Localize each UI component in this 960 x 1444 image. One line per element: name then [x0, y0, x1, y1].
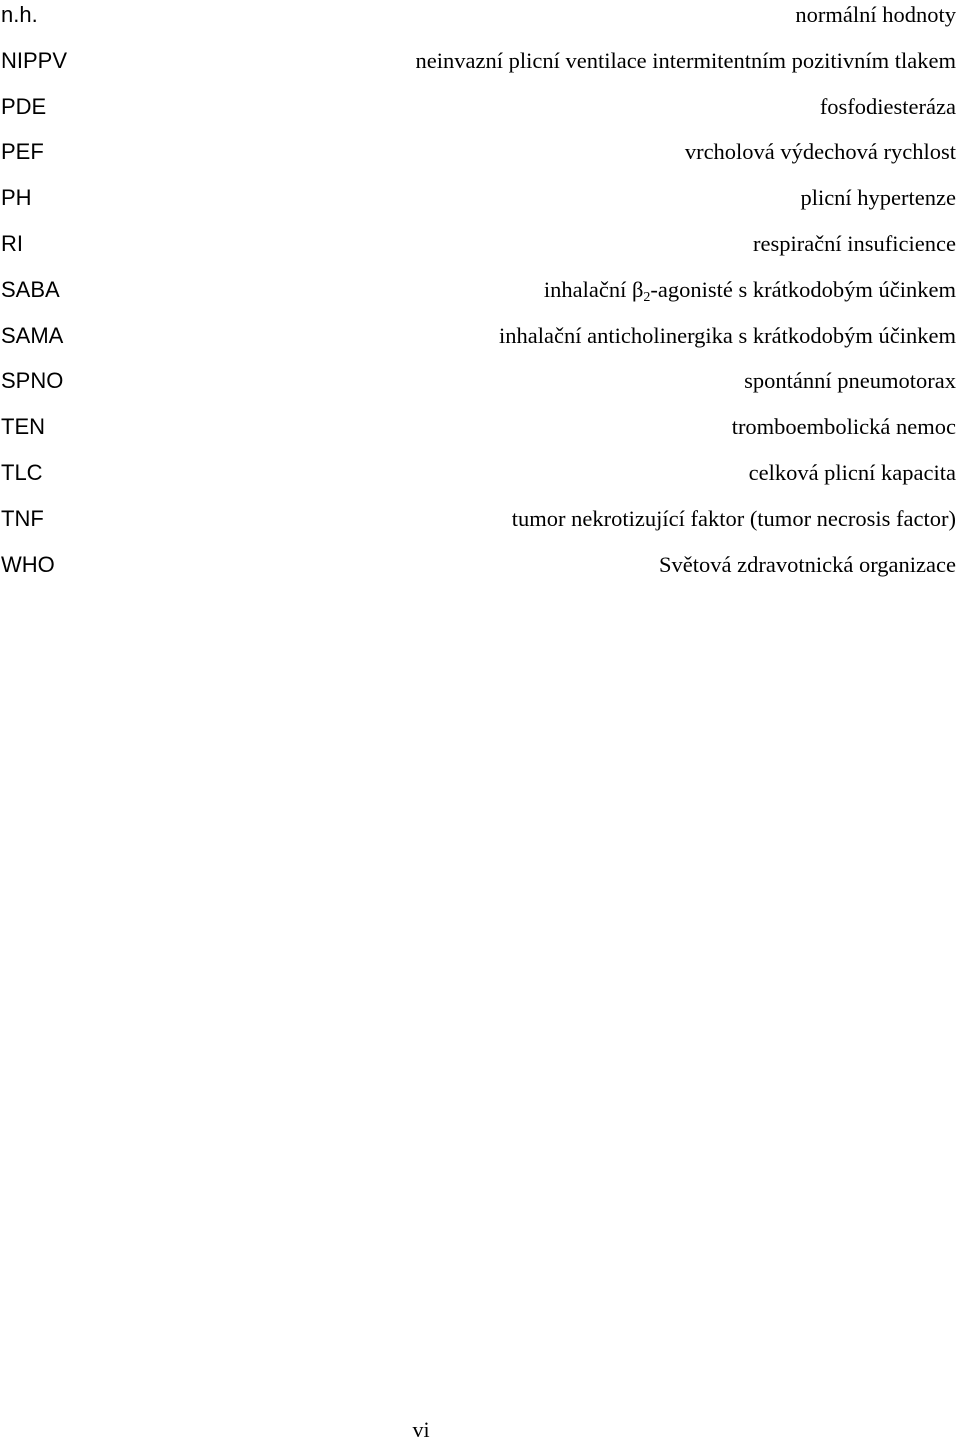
abbreviation-list: [0, 0, 960, 595]
abbreviation-definition: inhalační anticholinergika s krátkodobým účinkem: [499, 322, 956, 348]
abbreviation-term: NIPPV: [1, 47, 68, 73]
abbreviation-definition: respirační insuficience: [752, 230, 956, 256]
abbreviation-definition: [544, 267, 956, 313]
abbreviation-term: TNF: [1, 505, 44, 531]
abbreviation-term: RI: [1, 230, 23, 256]
abbreviation-definition: vrcholová výdechová rychlost: [684, 139, 956, 165]
abbreviation-definition: Světová zdravotnická organizace: [659, 551, 956, 577]
abbreviation-definition: tumor nekrotizující faktor (tumor necrosis factor): [511, 505, 956, 531]
definition-subscript: 2: [643, 289, 651, 305]
abbreviation-definition: normální hodnoty: [795, 2, 956, 27]
abbreviation-term: SABA: [1, 276, 60, 302]
abbreviation-term: SAMA: [1, 322, 64, 348]
abbreviation-definition: celková plicní kapacita: [748, 459, 956, 485]
abbreviation-term: TLC: [1, 459, 43, 485]
page-number: vi: [412, 1417, 430, 1442]
abbreviation-row: [0, 550, 960, 596]
abbreviation-term: PDE: [1, 93, 47, 119]
abbreviation-row: [0, 46, 960, 92]
abbreviation-definition: plicní hypertenze: [800, 185, 956, 211]
abbreviation-term: SPNO: [1, 368, 64, 394]
abbreviation-term: WHO: [1, 551, 55, 577]
definition-text-before-subscript: inhalační β: [543, 276, 644, 302]
abbreviation-definition: fosfodiesteráza: [819, 93, 956, 119]
abbreviation-definition: spontánní pneumotorax: [744, 368, 956, 394]
abbreviation-term: PEF: [1, 139, 44, 165]
abbreviation-definition: tromboembolická nemoc: [731, 414, 956, 440]
abbreviation-term: TEN: [1, 414, 45, 440]
definition-text-after-subscript: -agonisté s krátkodobým účinkem: [650, 276, 956, 302]
abbreviation-term: PH: [1, 185, 32, 211]
abbreviation-term: n.h.: [1, 2, 38, 27]
abbreviation-definition: neinvazní plicní ventilace intermitentním pozitivním tlakem: [415, 47, 956, 73]
